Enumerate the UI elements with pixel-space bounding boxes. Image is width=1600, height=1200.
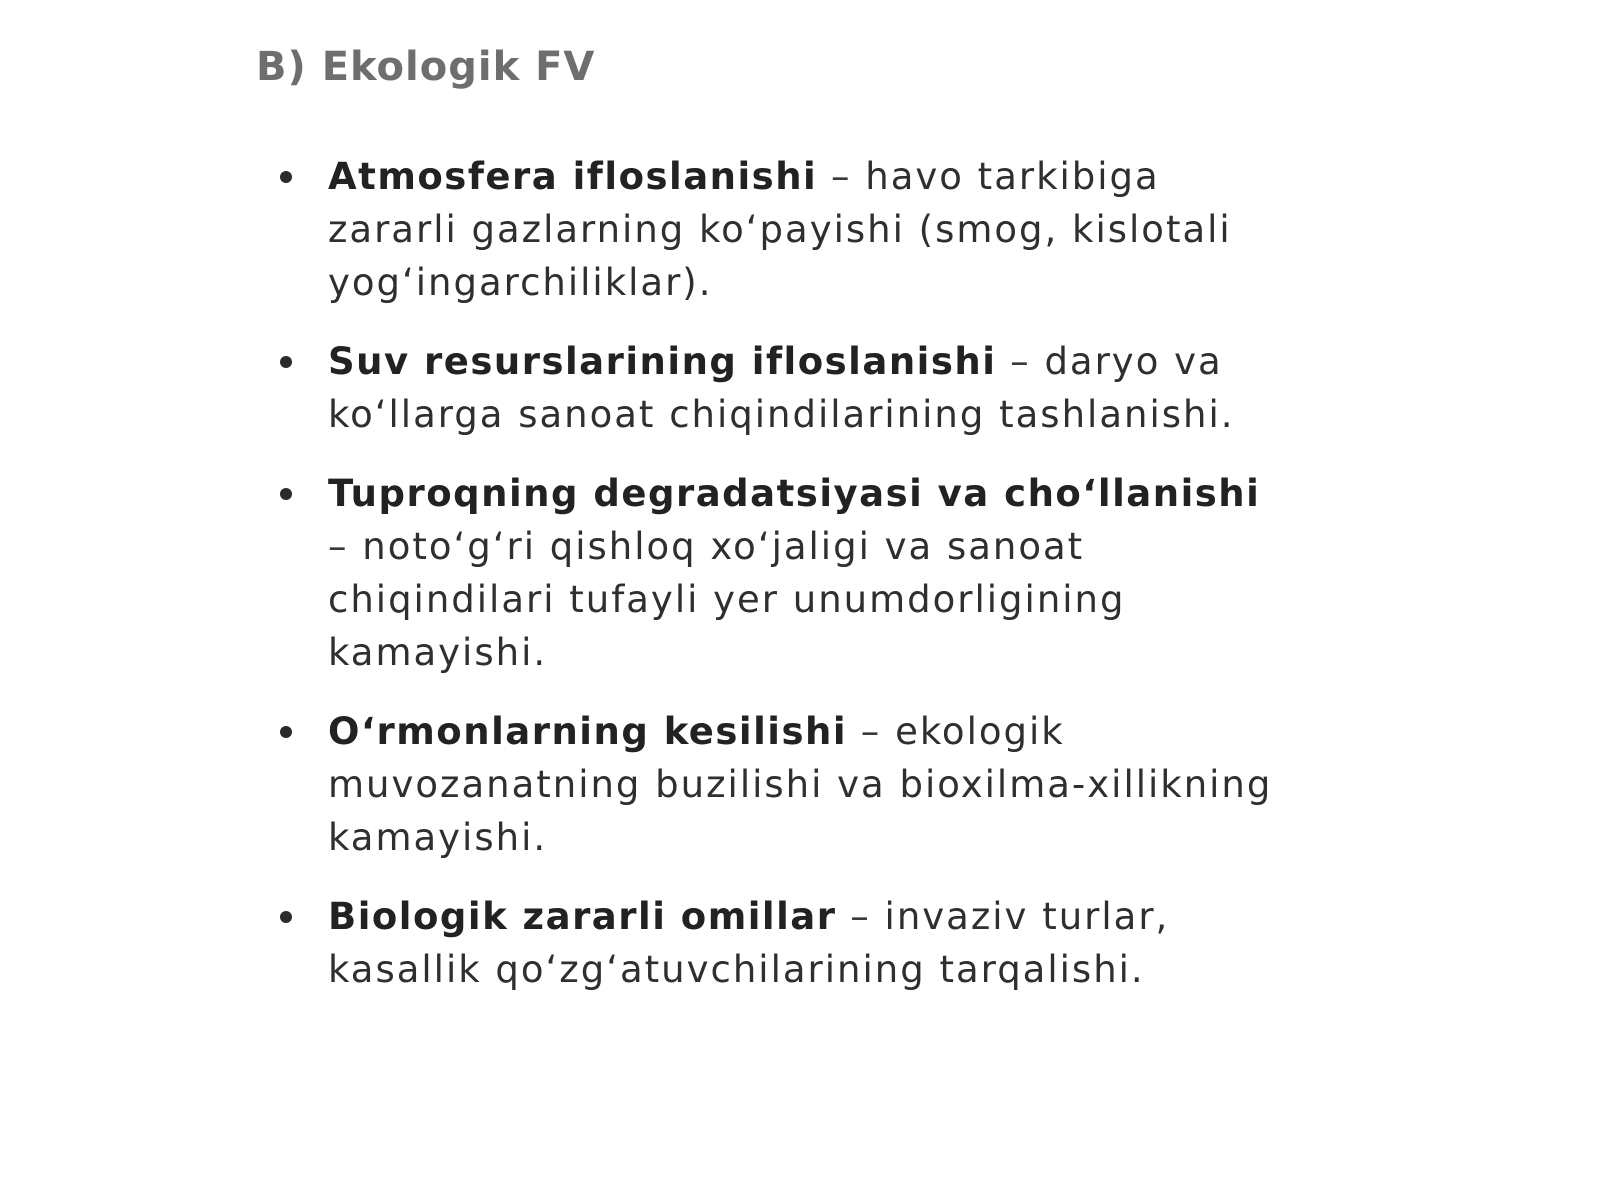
item-term: Atmosfera ifloslanishi [328,155,818,198]
list-item [276,150,1276,309]
item-description: notoʻgʻri qishloq xoʻjaligi va sanoat chiqindilari tufayli yer unumdorligining kamayishi. [328,525,1126,674]
bullet-icon [280,726,292,738]
item-term: Suv resurslarining ifloslanishi [328,340,997,383]
list-item [276,890,1276,996]
bullet-icon [280,356,292,368]
item-separator: – [328,525,363,568]
item-description: invaziv turlar, kasallik qoʻzgʻatuvchilarining tarqalishi. [328,895,1170,991]
list-item [276,335,1276,441]
item-separator: – [817,155,866,198]
item-term: Oʻrmonlarning kesilishi [328,710,848,753]
item-description: ekologik muvozanatning buzilishi va bioxilma-xillikning kamayishi. [328,710,1273,859]
bullet-icon [280,488,292,500]
item-description: daryo va koʻllarga sanoat chiqindilarining tashlanishi. [328,340,1235,436]
list-item [276,705,1276,864]
bullet-icon [280,171,292,183]
item-term: Tuproqning degradatsiyasi va choʻllanishi [328,472,1261,515]
bullet-icon [280,911,292,923]
item-description: havo tarkibiga zararli gazlarning koʻpayishi (smog, kislotali yogʻingarchiliklar). [328,155,1232,304]
item-separator: – [996,340,1045,383]
item-separator: – [836,895,885,938]
item-separator: – [847,710,896,753]
ecological-factors-list [276,150,1276,1022]
item-term: Biologik zararli omillar [328,895,837,938]
list-item [276,467,1276,679]
section-heading: B) Ekologik FV [256,44,596,90]
